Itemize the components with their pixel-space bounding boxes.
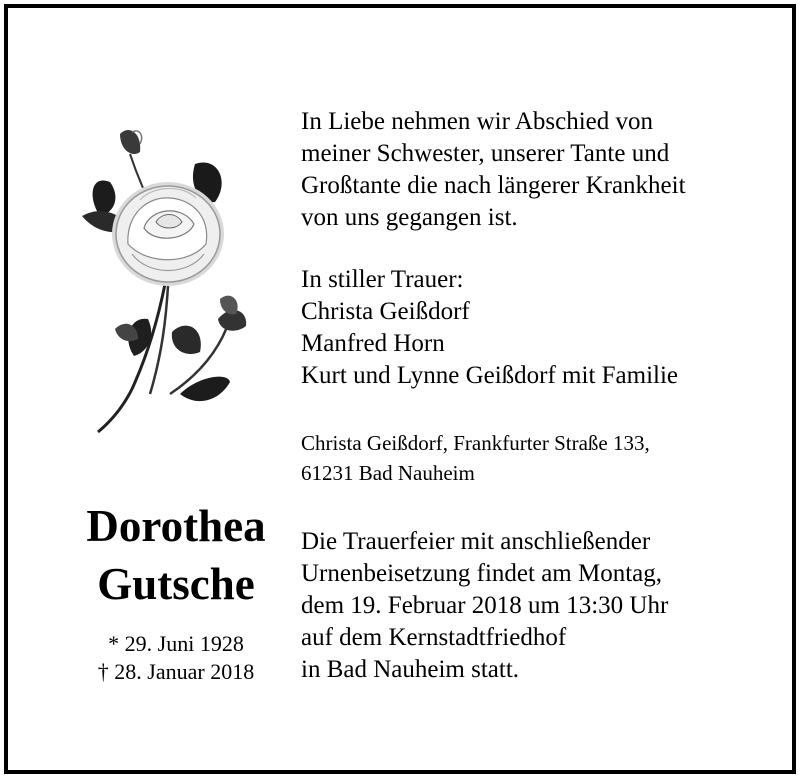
mourners-list bbox=[301, 264, 678, 392]
intro-line: In Liebe nehmen wir Abschied von bbox=[301, 108, 653, 135]
birth-date: * 29. Juni 1928 bbox=[108, 631, 244, 656]
intro-line: Großtante die nach längerer Krankheit bbox=[301, 172, 686, 199]
contact-address bbox=[301, 428, 650, 488]
death-date: † 28. Januar 2018 bbox=[97, 659, 255, 684]
service-line: in Bad Nauheim statt. bbox=[301, 656, 520, 683]
mourner-name: Christa Geißdorf bbox=[301, 298, 470, 325]
rose-illustration bbox=[70, 104, 260, 434]
mourners-heading: In stiller Trauer: bbox=[301, 266, 464, 293]
mourner-name: Kurt und Lynne Geißdorf mit Familie bbox=[301, 362, 679, 389]
service-line: auf dem Kernstadtfriedhof bbox=[301, 624, 567, 651]
service-line: Urnenbeisetzung findet am Montag, bbox=[301, 560, 663, 587]
intro-line: von uns gegangen ist. bbox=[301, 204, 518, 231]
intro-line: meiner Schwester, unserer Tante und bbox=[301, 140, 670, 167]
obituary-notice bbox=[4, 4, 796, 774]
service-line: Die Trauerfeier mit anschließender bbox=[301, 528, 651, 555]
address-line: Christa Geißdorf, Frankfurter Straße 133, bbox=[301, 431, 650, 455]
deceased-first-name: Dorothea bbox=[86, 501, 266, 551]
funeral-service-paragraph bbox=[301, 526, 668, 686]
mourner-name: Manfred Horn bbox=[301, 330, 445, 357]
intro-paragraph bbox=[301, 106, 686, 234]
service-line: dem 19. Februar 2018 um 13:30 Uhr bbox=[301, 592, 669, 619]
address-line: 61231 Bad Nauheim bbox=[301, 461, 475, 485]
deceased-last-name: Gutsche bbox=[97, 559, 255, 609]
